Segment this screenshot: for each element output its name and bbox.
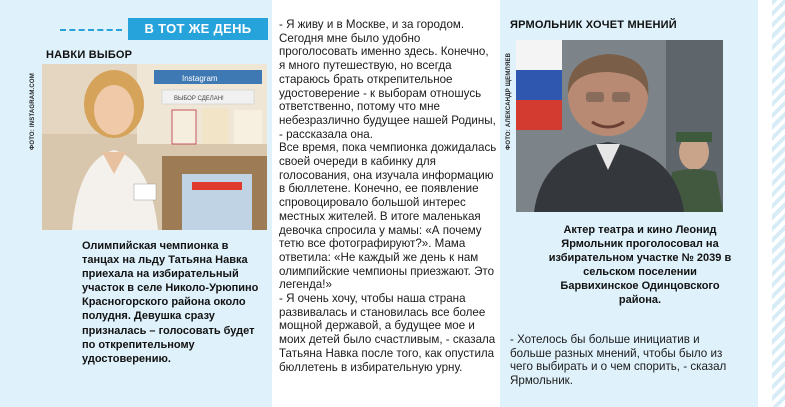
edge-stripe <box>772 0 785 407</box>
article-paragraph: Все время, пока чемпионка дожидалась своей очереди в кабинку для голосования, она изучала информацию в бюллетене. Конечно, ее появление спровоцировало большой интерес местных жителей. В итоге маленькая девочка спросила у мамы: «А почему тетю все фотографируют?». Мама ответила: «Не каждый же день к нам олимпийские чемпионы приезжают. Это легенда!» <box>279 141 497 292</box>
article-paragraph: - Я очень хочу, чтобы наша страна развивалась и становилась все более мощной державой, а будущее мое и моих детей было счастливым, - сказала Татьяна Навка после того, как опустила бюллетень в избирательную урну. <box>279 292 496 374</box>
navka-photo-illustration <box>42 64 267 230</box>
article-paragraph: - Я живу и в Москве, и за городом. Сегодня мне было удобно проголосовать именно здесь. Конечно, я много путешествую, но всегда стараюсь брать открепительное удостоверение - к выборам отношусь ответственно, потому что мне небезразлично будущее нашей Родины, - рассказала она. <box>279 18 496 141</box>
section-banner: В ТОТ ЖЕ ДЕНЬ <box>128 18 268 40</box>
photo-sign-top: Instagram <box>182 74 218 83</box>
main-article-text <box>279 18 497 374</box>
left-caption: Олимпийская чемпионка в танцах на льду Татьяна Навка приехала на избирательный участок в селе Николо-Урюпино Красногорского района около полудня. Девушка сразу призналась – голосовать будет по открепительному удостоверению. <box>82 240 259 365</box>
yarmolnik-photo <box>516 40 723 212</box>
right-heading: ЯРМОЛЬНИК ХОЧЕТ МНЕНИЙ <box>510 19 677 31</box>
banner-dash-left <box>60 29 122 31</box>
right-photo-credit: ФОТО: АЛЕКСАНДР ЩЕМЛЯЕВ <box>506 52 512 150</box>
left-photo-credit: ФОТО: INSTAGRAM.COM <box>30 73 36 150</box>
yarmolnik-photo-illustration <box>516 40 723 212</box>
left-heading: НАВКИ ВЫБОР <box>46 49 133 61</box>
right-caption: Актер театра и кино Леонид Ярмольник проголосовал на избирательном участке № 2039 в сельском поселении Барвихинское Одинцовского района. <box>548 224 732 307</box>
right-quote: - Хотелось бы больше инициатив и больше разных мнений, чтобы было из чего выбирать и о чем спорить, - сказал Ярмольник. <box>510 333 727 388</box>
navka-photo <box>42 64 267 230</box>
page-margin <box>758 0 772 407</box>
photo-sign: ВЫБОР СДЕЛАН! <box>174 96 224 102</box>
